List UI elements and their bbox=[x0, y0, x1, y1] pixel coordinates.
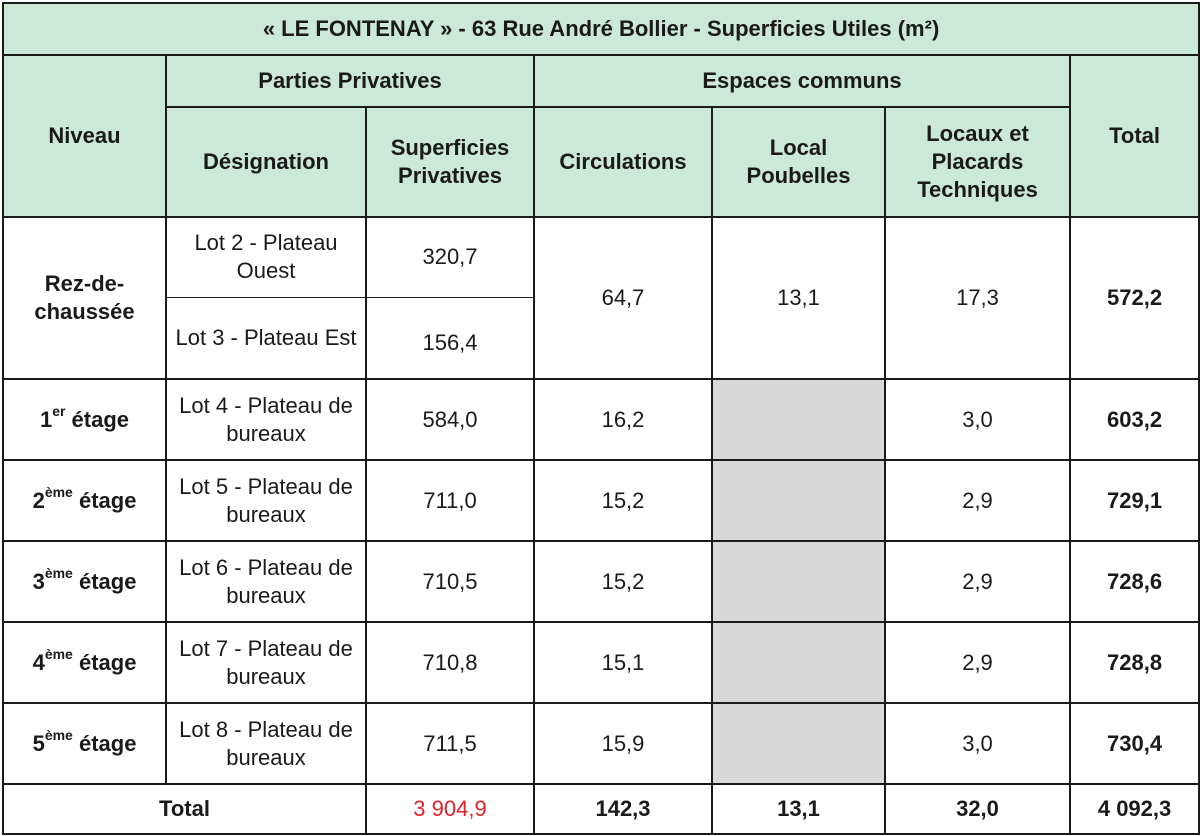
locaux-placards-cell: 2,9 bbox=[885, 622, 1070, 703]
floor-ordinal: er bbox=[52, 403, 66, 420]
locaux-placards-cell: 2,9 bbox=[885, 541, 1070, 622]
header-designation: Désignation bbox=[166, 107, 366, 217]
floor-number: 4 bbox=[32, 649, 45, 675]
superficie-cell: 711,5 bbox=[366, 703, 534, 784]
superficie-cell: 320,7 bbox=[366, 217, 534, 297]
niveau-cell bbox=[3, 541, 166, 622]
total-cell: 729,1 bbox=[1070, 460, 1199, 541]
locaux-placards-cell: 3,0 bbox=[885, 379, 1070, 460]
floor-number: 2 bbox=[32, 487, 45, 513]
empty-cell bbox=[712, 379, 885, 460]
empty-cell bbox=[712, 541, 885, 622]
table-row bbox=[3, 541, 1199, 622]
total-cell: 728,8 bbox=[1070, 622, 1199, 703]
table-row bbox=[3, 622, 1199, 703]
header-locaux-placards: Locaux et Placards Techniques bbox=[885, 107, 1070, 217]
header-superficies-privatives: Superficies Privatives bbox=[366, 107, 534, 217]
designation-cell: Lot 7 - Plateau de bureaux bbox=[166, 622, 366, 703]
floor-label: étage bbox=[72, 487, 137, 513]
header-local-poubelles: Local Poubelles bbox=[712, 107, 885, 217]
designation-cell: Lot 3 - Plateau Est bbox=[166, 297, 366, 379]
niveau-cell bbox=[3, 622, 166, 703]
superficie-cell: 710,8 bbox=[366, 622, 534, 703]
empty-cell bbox=[712, 622, 885, 703]
empty-cell bbox=[712, 460, 885, 541]
empty-cell bbox=[712, 703, 885, 784]
floor-number: 1 bbox=[39, 406, 53, 432]
total-cell: 730,4 bbox=[1070, 703, 1199, 784]
header-circulations: Circulations bbox=[534, 107, 712, 217]
niveau-cell: Rez-de-chaussée bbox=[3, 217, 166, 379]
floor-ordinal: ème bbox=[44, 646, 73, 663]
circulations-cell: 15,9 bbox=[534, 703, 712, 784]
floor-ordinal: ème bbox=[44, 565, 73, 582]
designation-cell: Lot 2 - Plateau Ouest bbox=[166, 217, 366, 297]
niveau-cell bbox=[3, 460, 166, 541]
superficie-cell: 710,5 bbox=[366, 541, 534, 622]
circulations-cell: 15,1 bbox=[534, 622, 712, 703]
header-parties-privatives: Parties Privatives bbox=[166, 55, 534, 107]
niveau-cell bbox=[3, 703, 166, 784]
floor-label: étage bbox=[72, 730, 137, 756]
floor-number: 5 bbox=[32, 730, 45, 756]
locaux-placards-cell: 3,0 bbox=[885, 703, 1070, 784]
superficie-cell: 711,0 bbox=[366, 460, 534, 541]
circulations-cell: 16,2 bbox=[534, 379, 712, 460]
designation-cell: Lot 8 - Plateau de bureaux bbox=[166, 703, 366, 784]
table-row bbox=[3, 460, 1199, 541]
total-superficies-privatives: 3 904,9 bbox=[366, 784, 534, 834]
floor-ordinal: ème bbox=[44, 727, 73, 744]
total-local-poubelles: 13,1 bbox=[712, 784, 885, 834]
circulations-cell: 15,2 bbox=[534, 541, 712, 622]
superficie-cell: 156,4 bbox=[366, 297, 534, 379]
header-espaces-communs: Espaces communs bbox=[534, 55, 1070, 107]
floor-label: étage bbox=[72, 568, 137, 594]
floor-ordinal: ème bbox=[44, 484, 73, 501]
totals-row bbox=[3, 784, 1199, 834]
floor-number: 3 bbox=[32, 568, 45, 594]
total-cell: 603,2 bbox=[1070, 379, 1199, 460]
total-cell: 572,2 bbox=[1070, 217, 1199, 379]
designation-cell: Lot 6 - Plateau de bureaux bbox=[166, 541, 366, 622]
designation-cell: Lot 4 - Plateau de bureaux bbox=[166, 379, 366, 460]
locaux-placards-cell: 17,3 bbox=[885, 217, 1070, 379]
surface-table bbox=[2, 2, 1200, 835]
total-locaux-placards: 32,0 bbox=[885, 784, 1070, 834]
grand-total: 4 092,3 bbox=[1070, 784, 1199, 834]
circulations-cell: 15,2 bbox=[534, 460, 712, 541]
local-poubelles-cell: 13,1 bbox=[712, 217, 885, 379]
table-title: « LE FONTENAY » - 63 Rue André Bollier - Superficies Utiles (m²) bbox=[3, 3, 1199, 55]
designation-cell: Lot 5 - Plateau de bureaux bbox=[166, 460, 366, 541]
total-cell: 728,6 bbox=[1070, 541, 1199, 622]
circulations-cell: 64,7 bbox=[534, 217, 712, 379]
locaux-placards-cell: 2,9 bbox=[885, 460, 1070, 541]
table-row bbox=[3, 703, 1199, 784]
header-total: Total bbox=[1070, 55, 1199, 217]
totals-label: Total bbox=[3, 784, 366, 834]
table-row bbox=[3, 379, 1199, 460]
table-row bbox=[3, 217, 1199, 297]
floor-label: étage bbox=[65, 406, 130, 432]
header-niveau: Niveau bbox=[3, 55, 166, 217]
floor-label: étage bbox=[72, 649, 137, 675]
niveau-cell bbox=[3, 379, 166, 460]
total-circulations: 142,3 bbox=[534, 784, 712, 834]
superficie-cell: 584,0 bbox=[366, 379, 534, 460]
